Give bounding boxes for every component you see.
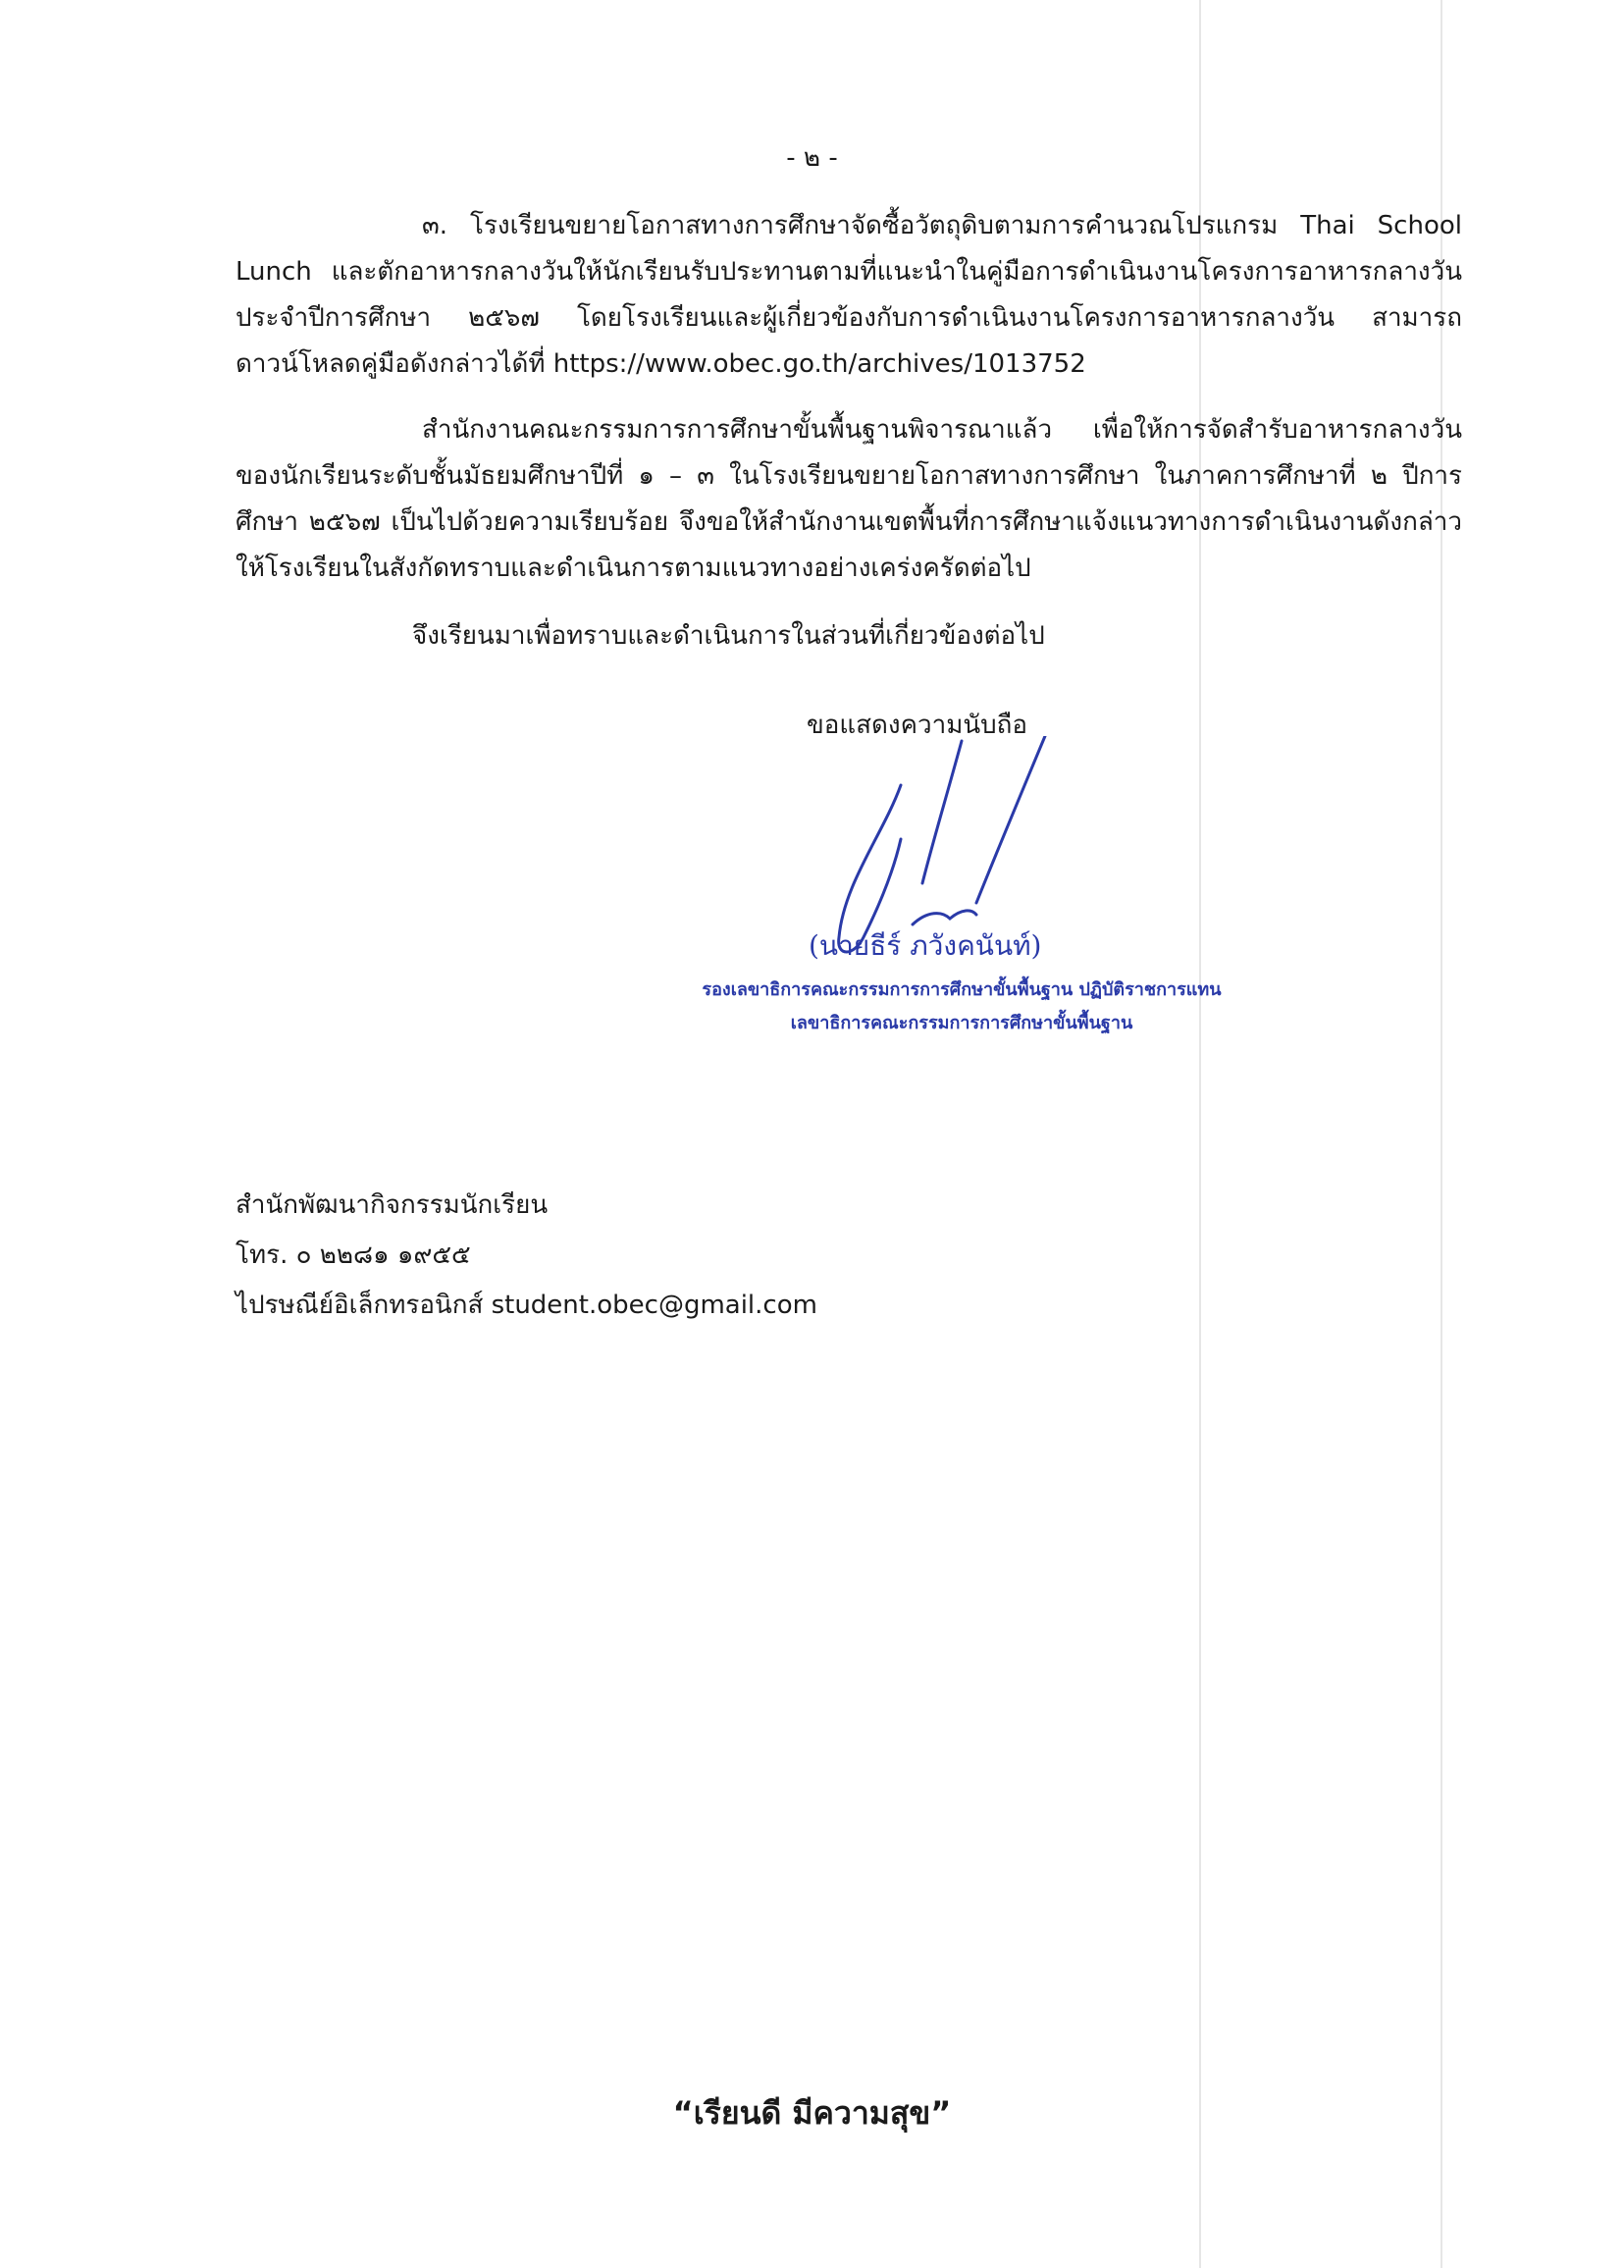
contact-office: สำนักพัฒนากิจกรรมนักเรียน xyxy=(236,1190,549,1220)
contact-email: ไปรษณีย์อิเล็กทรอนิกส์ student.obec@gmail.com xyxy=(236,1291,817,1320)
paragraph-closing-request-text: จึงเรียนมาเพื่อทราบและดำเนินการในส่วนที่เกี่ยวข้องต่อไป xyxy=(412,621,1045,651)
page-number: - ๒ - xyxy=(786,143,838,173)
closing-salutation: ขอแสดงความนับถือ xyxy=(807,711,1027,740)
paragraph-closing-request xyxy=(236,613,1462,659)
signer-name: (นายธีร์ ภวังคนันท์) xyxy=(809,929,1042,962)
paragraph-consideration-text: สำนักงานคณะกรรมการการศึกษาขั้นพื้นฐานพิจารณาแล้ว เพื่อให้การจัดสำรับอาหารกลางวันของนักเรียนระดับชั้นมัธยมศึกษาปีที่ ๑ – ๓ ในโรงเรียนขยายโอกาสทางการศึกษา ในภาคการศึกษาที่ ๒ ปีการศึกษา ๒๕๖๗ เป็นไปด้วยความเรียบร้อย จึงขอให้สำนักงานเขตพื้นที่การศึกษาแจ้งแนวทางการดำเนินงานดังกล่าว ให้โรงเรียนในสังกัดทราบและดำเนินการตามแนวทางอย่างเคร่งครัดต่อไป xyxy=(236,415,1462,583)
contact-phone: โทร. ๐ ๒๒๘๑ ๑๙๕๕ xyxy=(236,1240,471,1270)
signer-position-line1: รองเลขาธิการคณะกรรมการการศึกษาขั้นพื้นฐาน ปฏิบัติราชการแทน xyxy=(702,979,1222,1000)
paragraph-item-3 xyxy=(236,203,1462,388)
paragraph-consideration xyxy=(236,407,1462,592)
signer-position-line2: เลขาธิการคณะกรรมการการศึกษาขั้นพื้นฐาน xyxy=(790,1013,1133,1033)
paragraph-item-3-text: ๓. โรงเรียนขยายโอกาสทางการศึกษาจัดซื้อวัตถุดิบตามการคำนวณโปรแกรม Thai School Lunch และตักอาหารกลางวันให้นักเรียนรับประทานตามที่แนะนำในคู่มือการดำเนินงานโครงการอาหารกลางวัน ประจำปีการศึกษา ๒๕๖๗ โดยโรงเรียนและผู้เกี่ยวข้องกับการดำเนินงานโครงการอาหารกลางวัน สามารถดาวน์โหลดคู่มือดังกล่าวได้ที่ https://www.obec.go.th/archives/1013752 xyxy=(236,211,1462,379)
slogan: “เรียนดี มีความสุข” xyxy=(672,2094,952,2132)
